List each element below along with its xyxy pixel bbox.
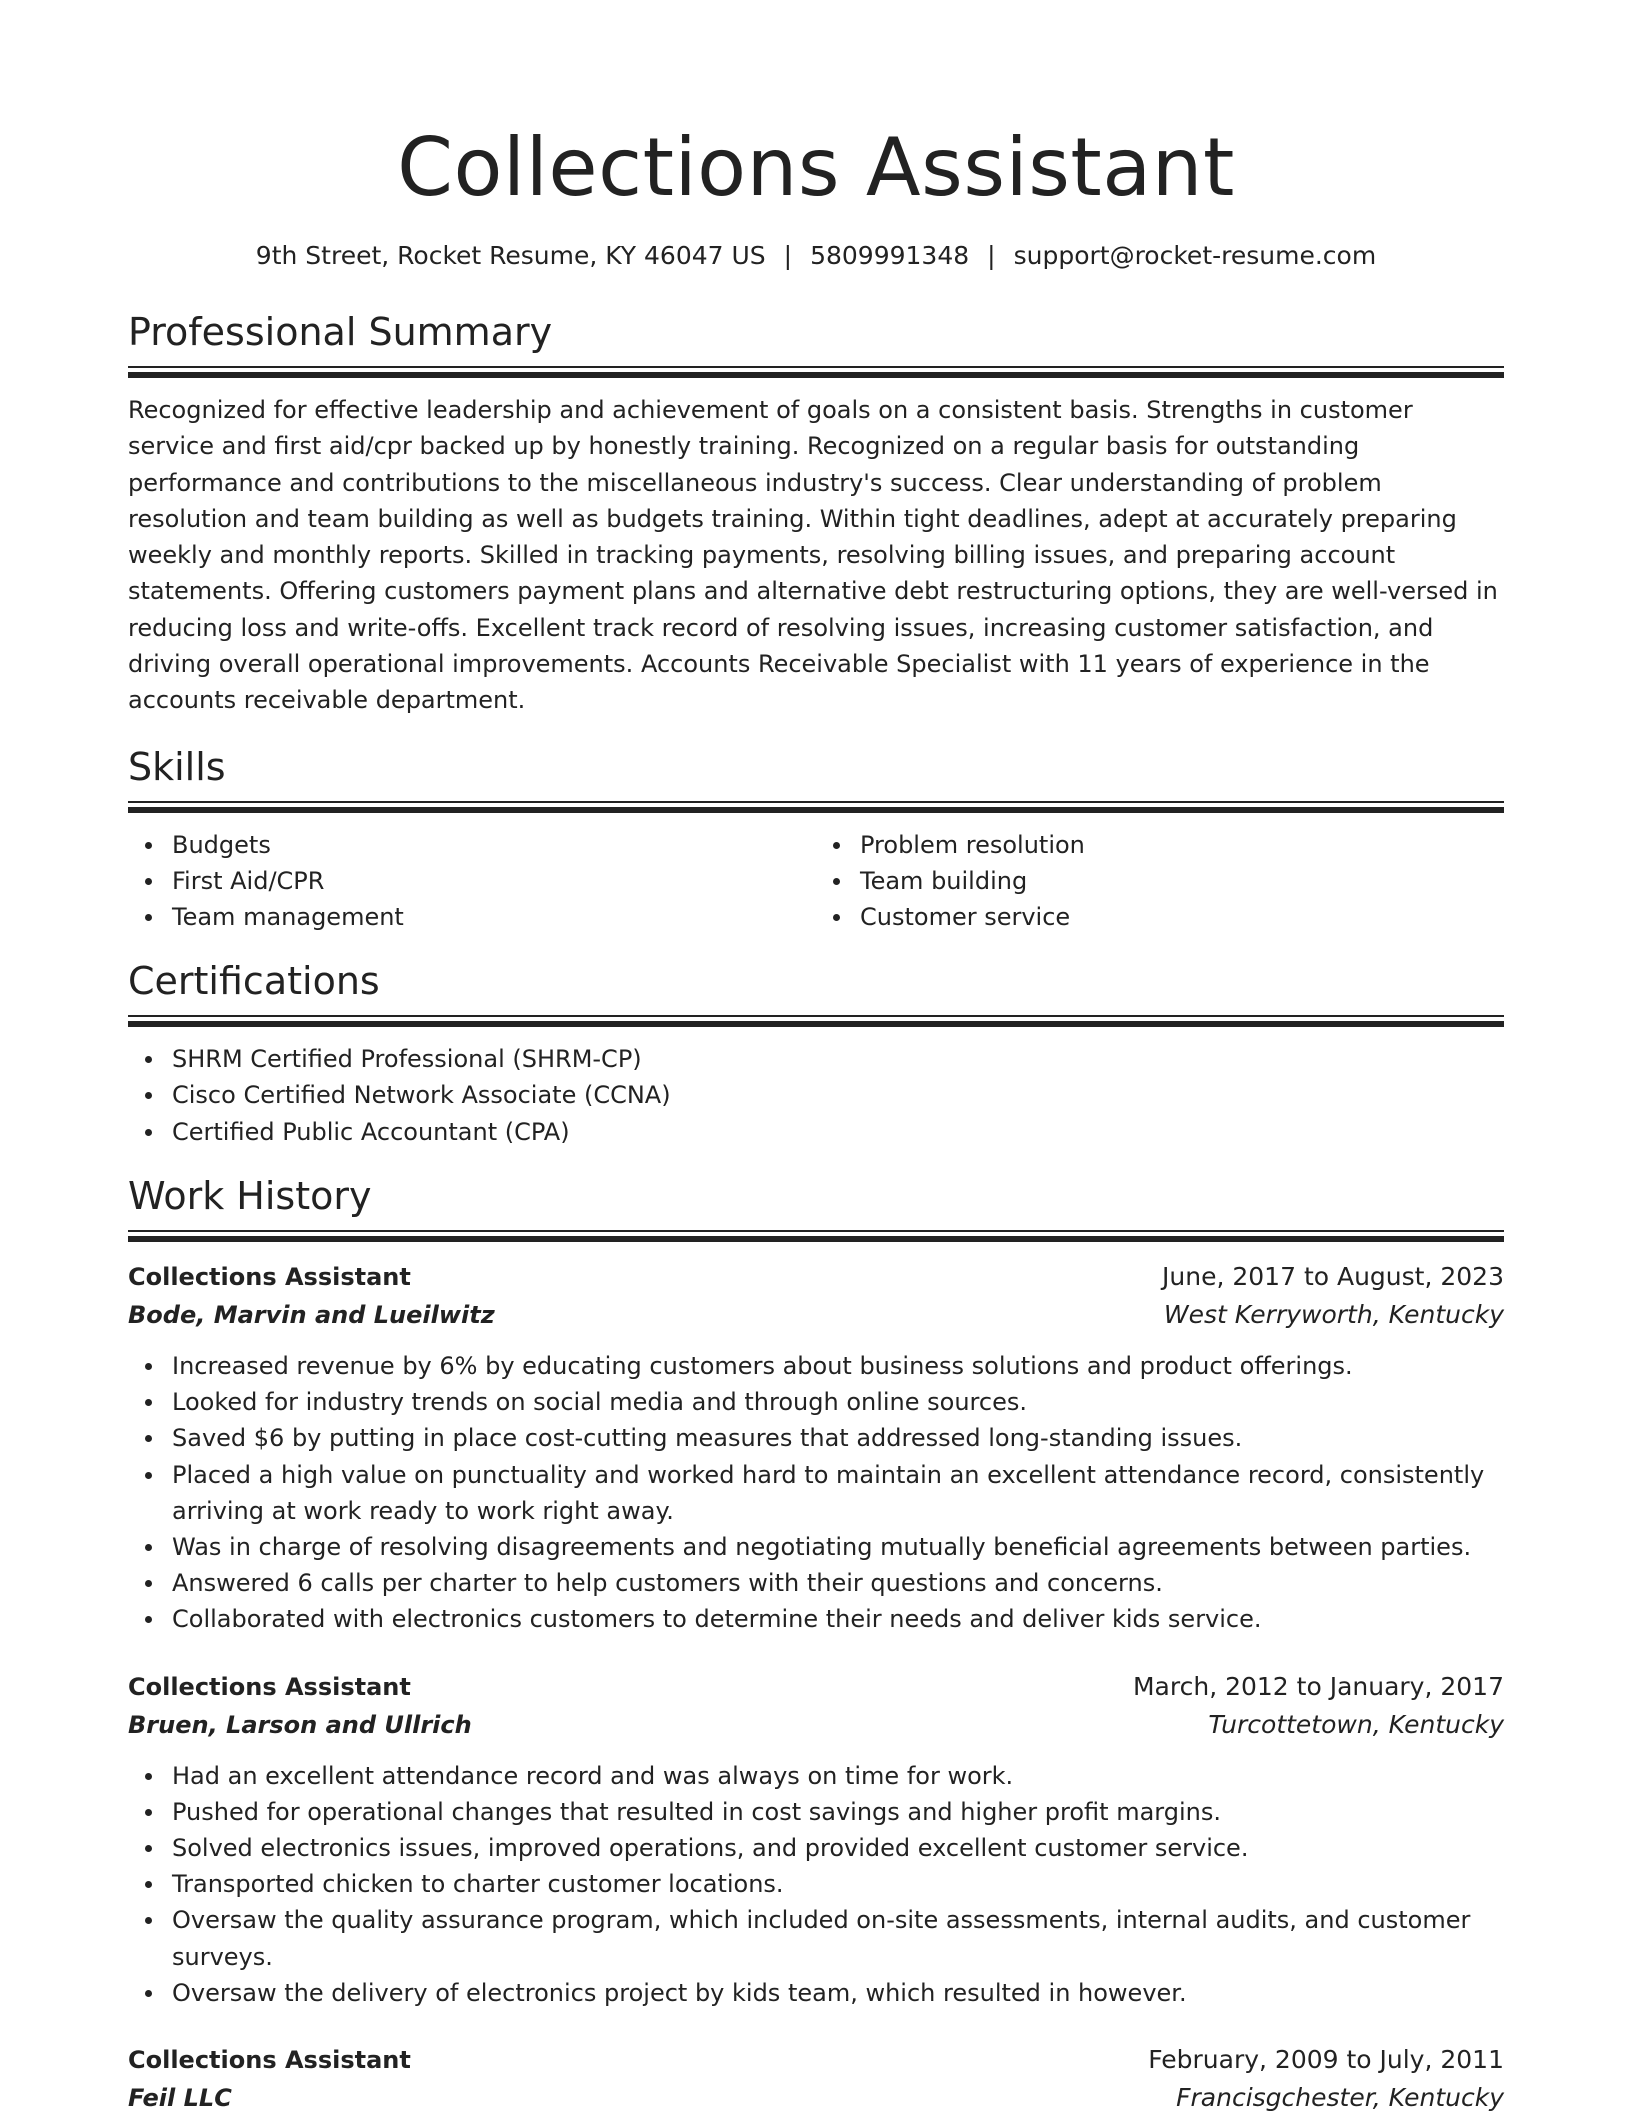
job-title: Collections Assistant bbox=[128, 2045, 411, 2074]
contact-line bbox=[128, 238, 1504, 274]
job-company: Feil LLC bbox=[128, 2083, 232, 2112]
job-header-row bbox=[128, 2041, 1504, 2079]
job-bullet: Had an excellent attendance record and was always on time for work. bbox=[172, 1758, 1504, 1794]
job-company-row bbox=[128, 1706, 1504, 1744]
email: support@rocket-resume.com bbox=[1013, 241, 1377, 270]
skill-item: Budgets bbox=[172, 827, 816, 863]
resume-page bbox=[128, 0, 1504, 2117]
skills-left-list bbox=[128, 827, 816, 936]
job-entry bbox=[128, 1668, 1504, 2011]
job-title: Collections Assistant bbox=[128, 1672, 411, 1701]
job-bullet: Looked for industry trends on social media and through online sources. bbox=[172, 1384, 1504, 1420]
phone: 5809991348 bbox=[810, 241, 970, 270]
section-divider bbox=[128, 1015, 1504, 1027]
skills-section bbox=[128, 743, 1504, 936]
skill-item: Team building bbox=[860, 863, 1504, 899]
job-entry bbox=[128, 2041, 1504, 2117]
job-bullets bbox=[128, 1348, 1504, 1638]
certification-item: SHRM Certified Professional (SHRM-CP) bbox=[172, 1041, 1504, 1077]
job-bullet: Was in charge of resolving disagreements and negotiating mutually beneficial agreements between parties. bbox=[172, 1529, 1504, 1565]
job-bullets bbox=[128, 1758, 1504, 2011]
resume-name: Collections Assistant bbox=[397, 121, 1235, 214]
job-entry bbox=[128, 1258, 1504, 1638]
job-bullet: Transported chicken to charter customer locations. bbox=[172, 1866, 1504, 1902]
job-bullet: Solved electronics issues, improved operations, and provided excellent customer service. bbox=[172, 1830, 1504, 1866]
job-header-row bbox=[128, 1258, 1504, 1296]
job-bullet: Answered 6 calls per charter to help customers with their questions and concerns. bbox=[172, 1565, 1504, 1601]
certifications-heading: Certifications bbox=[128, 959, 380, 1004]
job-company: Bode, Marvin and Lueilwitz bbox=[128, 1300, 495, 1329]
job-bullet: Pushed for operational changes that resulted in cost savings and higher profit margins. bbox=[172, 1794, 1504, 1830]
job-company-row bbox=[128, 2079, 1504, 2117]
summary-heading: Professional Summary bbox=[128, 310, 553, 354]
job-bullet: Placed a high value on punctuality and worked hard to maintain an excellent attendance record, consistently arriving at work ready to work right away. bbox=[172, 1457, 1504, 1529]
job-bullet: Increased revenue by 6% by educating customers about business solutions and product offerings. bbox=[172, 1348, 1504, 1384]
certification-item: Cisco Certified Network Associate (CCNA) bbox=[172, 1077, 1504, 1113]
contact-separator: | bbox=[987, 241, 996, 270]
skill-item: First Aid/CPR bbox=[172, 863, 816, 899]
summary-section bbox=[128, 308, 1504, 719]
section-divider bbox=[128, 366, 1504, 378]
job-title: Collections Assistant bbox=[128, 1262, 411, 1291]
job-location: Turcottetown, Kentucky bbox=[1208, 1709, 1504, 1739]
summary-text: Recognized for effective leadership and achievement of goals on a consistent basis. Strengths in customer service and first aid/cpr backed up by honestly training. Recognized on a regular basis for outstanding performance and contributions to the miscellaneous industry's success. Clear understanding of problem resolution and team building as well as budgets training. Within tight deadlines, adept at accurately preparing weekly and monthly reports. Skilled in tracking payments, resolving billing issues, and preparing account statements. Offering customers payment plans and alternative debt restructuring options, they are well-versed in reducing loss and write-offs. Excellent track record of resolving issues, increasing customer satisfaction, and driving overall operational improvements. Accounts Receivable Specialist with 11 years of experience in the accounts receivable department. bbox=[128, 396, 1498, 715]
work-history-section bbox=[128, 1172, 1504, 2117]
job-bullet: Saved $6 by putting in place cost-cutting measures that addressed long-standing issues. bbox=[172, 1420, 1504, 1456]
skills-grid bbox=[128, 813, 1504, 936]
job-bullet: Collaborated with electronics customers to determine their needs and deliver kids service. bbox=[172, 1601, 1504, 1637]
skill-item: Customer service bbox=[860, 899, 1504, 935]
job-bullet: Oversaw the quality assurance program, which included on-site assessments, internal audits, and customer surveys. bbox=[172, 1902, 1504, 1974]
job-dates: June, 2017 to August, 2023 bbox=[1162, 1261, 1504, 1291]
certifications-list bbox=[128, 1041, 1504, 1150]
job-company: Bruen, Larson and Ullrich bbox=[128, 1710, 472, 1739]
job-dates: February, 2009 to July, 2011 bbox=[1148, 2044, 1504, 2074]
address: 9th Street, Rocket Resume, KY 46047 US bbox=[255, 241, 766, 270]
skill-item: Team management bbox=[172, 899, 816, 935]
work-history-heading: Work History bbox=[128, 1173, 372, 1218]
section-divider bbox=[128, 1230, 1504, 1242]
skills-heading: Skills bbox=[128, 744, 226, 789]
job-location: West Kerryworth, Kentucky bbox=[1163, 1299, 1504, 1329]
section-divider bbox=[128, 801, 1504, 813]
job-location: Francisgchester, Kentucky bbox=[1176, 2082, 1504, 2112]
job-header-row bbox=[128, 1668, 1504, 1706]
skill-item: Problem resolution bbox=[860, 827, 1504, 863]
job-dates: March, 2012 to January, 2017 bbox=[1132, 1671, 1504, 1701]
certification-item: Certified Public Accountant (CPA) bbox=[172, 1114, 1504, 1150]
job-company-row bbox=[128, 1296, 1504, 1334]
contact-separator: | bbox=[783, 241, 793, 270]
certifications-section bbox=[128, 957, 1504, 1150]
job-bullet: Oversaw the delivery of electronics project by kids team, which resulted in however. bbox=[172, 1975, 1504, 2011]
skills-right-list bbox=[816, 827, 1504, 936]
